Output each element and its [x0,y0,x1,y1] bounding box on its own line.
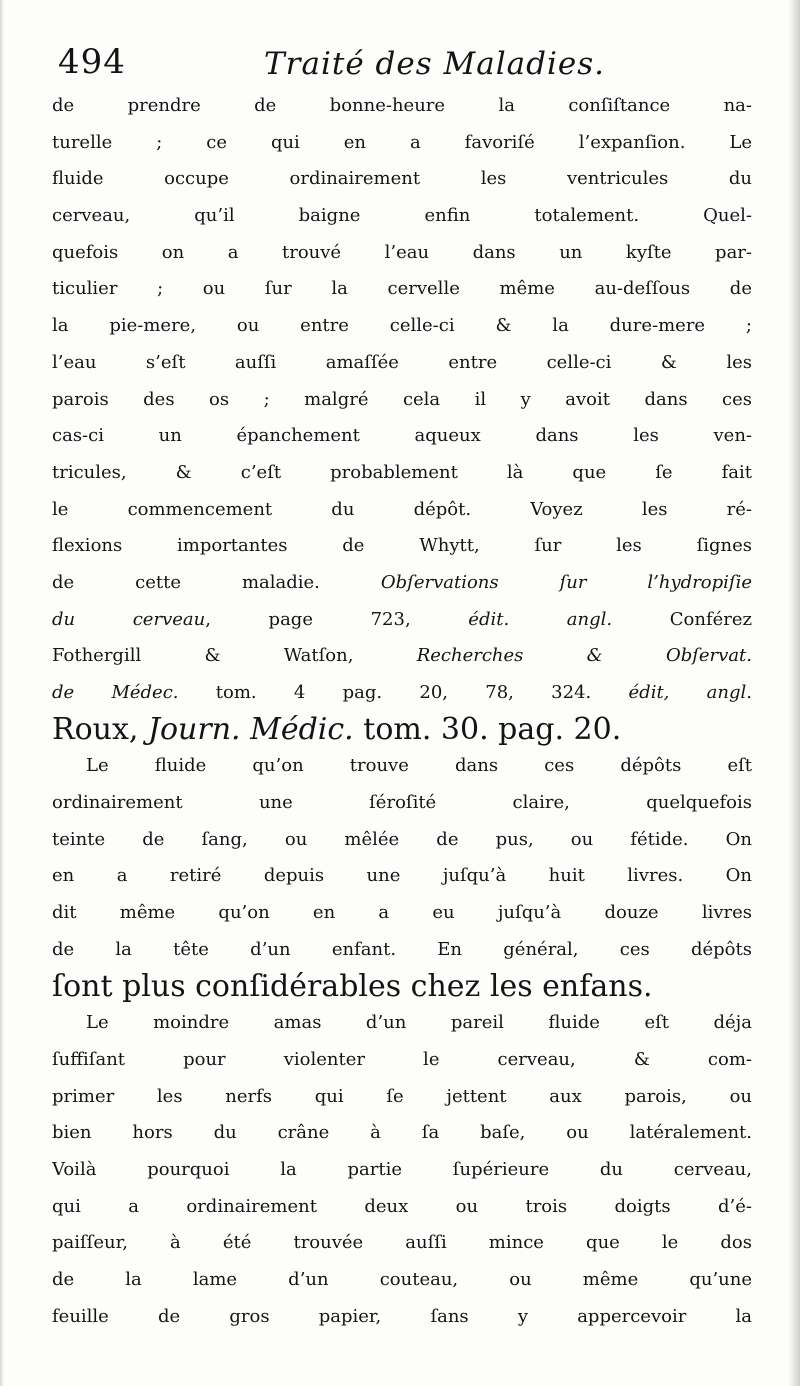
text-run: Le fluide qu’on trouve dans ces dépôts eſt [86,755,752,777]
text-line [52,785,752,822]
text-line [52,1225,752,1262]
text-run: Voilà pourquoi la partie ſupérieure du cerveau, [52,1158,752,1180]
text-run: flexions importantes de Whytt, ſur les ſignes [52,535,752,557]
text-run: bien hors du crâne à ſa baſe, ou latéralement. [52,1122,752,1144]
text-line [52,198,752,235]
text-line [52,895,752,932]
text-line [52,418,752,455]
text-run: turelle ; ce qui en a favoriſé l’expanſion. Le [52,131,752,153]
text-line [52,382,752,419]
italic-reference: Recherches & Obſervat. [416,645,752,667]
text-run: ſuffiſant pour violenter le cerveau, & com- [52,1048,752,1070]
text-run: primer les nerfs qui ſe jettent aux parois, ou [52,1085,752,1107]
text-run: fluide occupe ordinairement les ventricules du [52,168,752,190]
text-line [52,858,752,895]
text-line [52,235,752,272]
text-line [52,1262,752,1299]
italic-reference: du cerveau [52,608,206,630]
text-run: cerveau, qu’il baigne enfin totalement. Quel- [52,205,752,227]
text-run: tom. 30. pag. 20. [353,711,622,747]
text-line [52,88,752,125]
body-text [52,88,752,1335]
text-line [52,638,752,675]
text-run: de la tête d’un enfant. En général, ces dépôts [52,938,752,960]
text-line [52,455,752,492]
text-run: tricules, & c’eſt probablement là que ſe fait [52,461,752,483]
text-run: de cette maladie. [52,571,381,593]
text-run: qui a ordinairement deux ou trois doigts d’é- [52,1195,752,1217]
text-line [52,271,752,308]
text-run: Conférez [612,608,752,630]
page-right-shadow [788,0,800,1386]
text-line [52,125,752,162]
text-line [52,528,752,565]
text-run: cas-ci un épanchement aqueux dans les ven- [52,425,752,447]
italic-reference: de Médec. [52,682,179,703]
text-run: , page 723, [205,608,469,630]
text-run: quefois on a trouvé l’eau dans un kyſte par- [52,241,752,263]
italic-reference: Journ. Médic. [147,711,354,747]
text-run: le commencement du dépôt. Voyez les ré- [52,498,752,520]
text-run: la pie-mere, ou entre celle-ci & la dure-mere ; [52,315,752,337]
text-run: de la lame d’un couteau, ou même qu’une [52,1269,752,1290]
text-run: teinte de ſang, ou mêlée de pus, ou fétide. On [52,828,752,850]
text-line [52,308,752,345]
italic-reference: édit, angl. [628,682,752,703]
running-title: Traité des Maladies. [264,46,605,82]
text-run: ordinairement une ſéroſité claire, quelquefois [52,792,752,814]
text-run: ſont plus conſidérables chez les enfans. [52,968,653,1004]
page-left-shadow [0,0,4,1386]
text-line [52,1079,752,1116]
text-line [52,492,752,529]
text-line [52,712,752,749]
italic-reference: Obſervations ſur l’hydropiſie [380,571,752,593]
text-run: de prendre de bonne-heure la conſiſtance na- [52,95,752,116]
text-run: dit même qu’on en a eu juſqu’à douze livres [52,902,752,924]
text-run: l’eau s’eſt auſſi amaſſée entre celle-ci & les [52,351,752,373]
text-line [52,822,752,859]
text-line [52,1152,752,1189]
paragraph-start-line [52,748,752,785]
text-run: Roux, [52,711,148,747]
text-line [52,602,752,639]
text-line [52,1115,752,1152]
text-run: feuille de gros papier, ſans y appercevoir la [52,1305,752,1327]
text-line [52,1189,752,1226]
text-run: parois des os ; malgré cela il y avoit dans ces [52,388,752,410]
text-run: Fothergill & Watſon, [52,645,417,667]
text-line [52,675,752,712]
text-line [52,969,752,1006]
text-run: tom. 4 pag. 20, 78, 324. [178,682,629,703]
text-run: paiſſeur, à été trouvée auſſi mince que le dos [52,1232,752,1254]
italic-reference: édit. angl. [468,608,613,630]
page-number: 494 [58,42,126,82]
page-header [52,42,752,84]
paragraph-start-line [52,1005,752,1042]
text-line [52,345,752,382]
text-line [52,1299,752,1336]
text-line [52,932,752,969]
text-line [52,1042,752,1079]
text-line [52,565,752,602]
text-run: ticulier ; ou ſur la cervelle même au-deſſous de [52,278,752,300]
text-run: en a retiré depuis une juſqu’à huit livres. On [52,865,752,887]
text-run: Le moindre amas d’un pareil fluide eſt déja [86,1012,752,1034]
text-line [52,161,752,198]
